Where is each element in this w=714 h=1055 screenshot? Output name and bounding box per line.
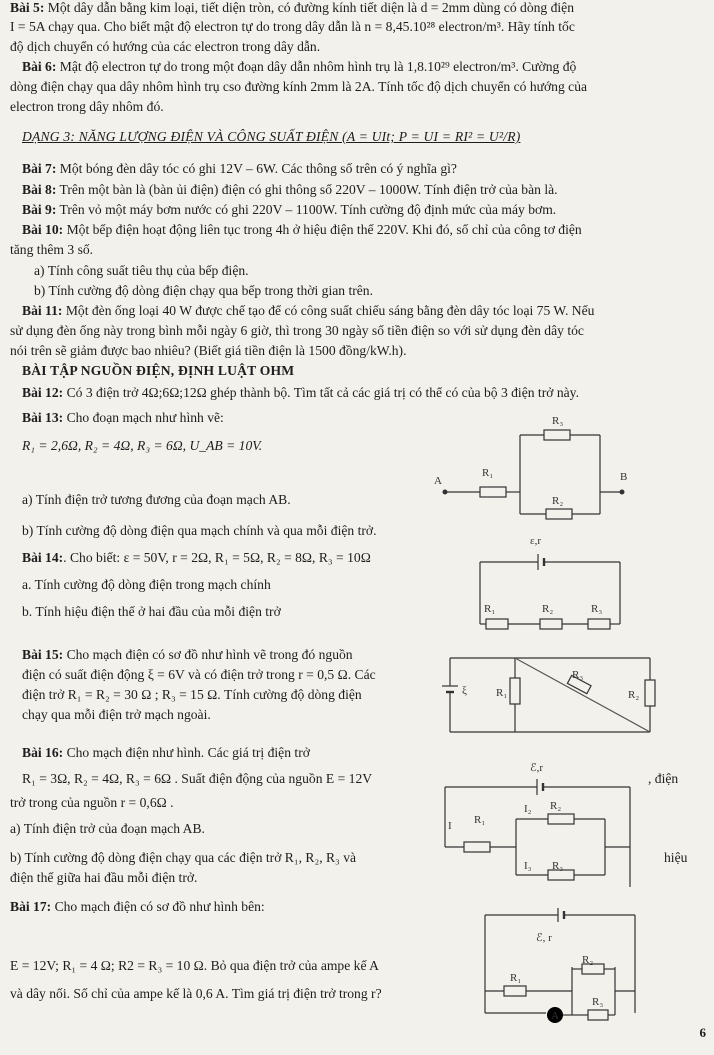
fig16-i3-label: I₃ — [524, 860, 532, 872]
b17-line-2: E = 12V; R₁ = 4 Ω; R2 = R₃ = 10 Ω. Bỏ qua điện trở của ampe kế A — [10, 958, 379, 973]
b11-line-3: nói trên sẽ giảm được bao nhiêu? (Biết giá tiền điện là 1500 đồng/kW.h). — [10, 343, 407, 358]
b6-line-3: electron trong dây nhôm đó. — [10, 99, 164, 114]
b14-circuit-figure — [460, 532, 640, 632]
fig15-r3-label: R₃ — [572, 669, 584, 681]
fig14-r1 — [486, 619, 508, 629]
b6-line-2: dòng điện chạy qua dây nhôm hình trụ cso đường kính 2mm là 2A. Tính tốc độ dịch chuyển có hướng của — [10, 79, 588, 94]
b17-line-3: và dây nối. Số chỉ của ampe kế là 0,6 A. Tìm giá trị điện trở trong r? — [10, 986, 382, 1001]
fig16-r1 — [464, 842, 490, 852]
b5-label: Bài 5: — [10, 0, 45, 15]
b15-line-1: Bài 15: Cho mạch điện có sơ đồ như hình vẽ trong đó nguồn — [22, 647, 353, 662]
fig15-r2 — [645, 680, 655, 706]
fig16-r2-label: R₂ — [550, 800, 562, 812]
b10-line-2: tăng thêm 3 số. — [10, 242, 94, 257]
b8-line: Bài 8: Trên một bàn là (bàn ủi điện) điện có ghi thông số 220V – 1000W. Tính điện trở của bàn là. — [22, 182, 558, 197]
fig14-r2 — [540, 619, 562, 629]
fig15-r2-label: R₂ — [628, 689, 640, 701]
b5-line-2: I = 5A chạy qua. Cho biết mật độ electron tự do trong dây dẫn là n = 8,45.10²⁸ electron/m³. Hãy tính tốc — [10, 19, 575, 34]
dang3-heading: DẠNG 3: NĂNG LƯỢNG ĐIỆN VÀ CÔNG SUẤT ĐIỆN (A = UIt; P = UI = RI² = U²/R) — [22, 129, 521, 144]
b16-part-a: a) Tính điện trở của đoạn mạch AB. — [10, 821, 205, 836]
b15-line-2: điện có suất điện động ξ = 6V và có điện trở trong r = 0,5 Ω. Các — [22, 667, 376, 682]
fig13-r1 — [480, 487, 506, 497]
fig16-i2-label: I₂ — [524, 803, 532, 815]
fig13-r3-label: R₃ — [552, 415, 564, 427]
b16-part-b-tail: hiệu — [664, 850, 688, 865]
fig15-src-label: ξ — [462, 685, 467, 697]
b14-part-a: a. Tính cường độ dòng điện trong mạch chính — [22, 577, 271, 592]
b15-line-3: điện trở R₁ = R₂ = 30 Ω ; R₃ = 15 Ω. Tính cường độ dòng điện — [22, 687, 362, 702]
b16-part-b: b) Tính cường độ dòng điện chạy qua các điện trở R₁, R₂, R₃ và — [10, 850, 357, 865]
b6-line-1: Bài 6: Mật độ electron tự do trong một đoạn dây dẫn nhôm hình trụ là 1,8.10²⁹ electron/m³. Cường độ — [22, 59, 577, 74]
b5-line-3: độ dịch chuyển có hướng của các electron trong dây dẫn. — [10, 39, 321, 54]
b15-line-4: chạy qua mỗi điện trở mạch ngoài. — [22, 707, 211, 722]
b16-part-c: điện thế giữa hai đầu mỗi điện trở. — [10, 870, 198, 885]
fig17-r3-label: R₃ — [592, 996, 604, 1008]
fig14-r2-label: R₂ — [542, 603, 554, 615]
fig17-src-label: ℰ, r — [536, 932, 552, 944]
b11-line-2: sử dụng đèn ống này trong bình mỗi ngày 6 giờ, thì trong 30 ngày số tiền điện so với sử dụng đèn dây tóc — [10, 323, 584, 338]
b10-part-a: a) Tính công suất tiêu thụ của bếp điện. — [34, 263, 249, 278]
b9-line: Bài 9: Trên vỏ một máy bơm nước có ghi 220V – 1100W. Tính cường độ định mức của máy bơm. — [22, 202, 557, 217]
b13-circuit-figure — [430, 412, 630, 522]
b13-values: R₁ = 2,6Ω, R₂ = 4Ω, R₃ = 6Ω, U_AB = 10V. — [22, 438, 263, 453]
b10-part-b: b) Tính cường độ dòng điện chạy qua bếp trong thời gian trên. — [34, 283, 373, 298]
b17-line-1: Bài 17: Cho mạch điện có sơ đồ như hình bên: — [10, 899, 265, 914]
b13-part-b: b) Tính cường độ dòng điện qua mạch chính và qua mỗi điện trở. — [22, 523, 377, 538]
b14-line-1: Bài 14:. Cho biết: ε = 50V, r = 2Ω, R₁ = 5Ω, R₂ = 8Ω, R₃ = 10Ω — [22, 550, 371, 565]
fig15-r1-label: R₁ — [496, 687, 508, 699]
section-heading: BÀI TẬP NGUỒN ĐIỆN, ĐỊNH LUẬT OHM — [22, 363, 295, 378]
b16-line-2: R₁ = 3Ω, R₂ = 4Ω, R₃ = 6Ω . Suất điện động của nguồn E = 12V — [22, 771, 373, 786]
fig17-amp-label: A — [551, 1010, 559, 1022]
fig16-src-label: ℰ,r — [530, 762, 544, 774]
fig16-r1-label: R₁ — [474, 814, 486, 826]
b11-line-1: Bài 11: Một đèn ống loại 40 W được chế tạo để có công suất chiếu sáng bằng đèn dây tóc loại 75 W. Nếu — [22, 303, 595, 318]
b16-circuit-figure — [440, 757, 640, 902]
fig14-r1-label: R₁ — [484, 603, 496, 615]
fig13-r1-label: R₁ — [482, 467, 494, 479]
fig17-r1-label: R₁ — [510, 972, 522, 984]
b17-circuit-figure — [480, 905, 660, 1035]
fig17-r3 — [588, 1010, 608, 1020]
fig15-r1 — [510, 678, 520, 704]
fig13-a-label: A — [434, 475, 442, 487]
b10-line-1: Bài 10: Một bếp điện hoạt động liên tục trong 4h ở hiệu điện thế 220V. Khi đó, số chỉ của công tơ điện — [22, 222, 582, 237]
b14-part-b: b. Tính hiệu điện thế ở hai đầu của mỗi điện trở — [22, 604, 281, 619]
b7-line: Bài 7: Một bóng đèn dây tóc có ghi 12V – 6W. Các thông số trên có ý nghĩa gì? — [22, 161, 457, 176]
fig14-src-label: ε,r — [530, 535, 542, 547]
fig13-r2-label: R₂ — [552, 495, 564, 507]
page-number: 6 — [699, 1024, 706, 1040]
fig16-r2 — [548, 814, 574, 824]
b16-line-3: trở trong của nguồn r = 0,6Ω . — [10, 795, 174, 810]
b13-part-a: a) Tính điện trở tương đương của đoạn mạch AB. — [22, 492, 291, 507]
fig17-r2-label: R₂ — [582, 954, 594, 966]
b15-circuit-figure — [440, 650, 660, 740]
fig14-r3-label: R₃ — [591, 603, 603, 615]
fig17-r1 — [504, 986, 526, 996]
b13-line-1: Bài 13: Cho đoạn mạch như hình vẽ: — [22, 410, 224, 425]
fig16-i-label: I — [448, 820, 452, 832]
b16-line-2-tail: , điện — [648, 771, 679, 786]
fig13-b-label: B — [620, 471, 628, 483]
fig16-r3-label: R₃ — [552, 860, 564, 872]
fig13-r3 — [544, 430, 570, 440]
b5-line-1: Bài 5: Một dây dẫn bằng kim loại, tiết diện tròn, có đường kính tiết diện là d = 2mm dùng có dòng điện — [10, 0, 575, 15]
b16-line-1: Bài 16: Cho mạch điện như hình. Các giá trị điện trở — [22, 745, 310, 760]
b12-line: Bài 12: Có 3 điện trở 4Ω;6Ω;12Ω ghép thành bộ. Tìm tất cả các giá trị có thể có của bộ 3 điện trở này. — [22, 385, 579, 400]
fig13-r2 — [546, 509, 572, 519]
fig14-r3 — [588, 619, 610, 629]
